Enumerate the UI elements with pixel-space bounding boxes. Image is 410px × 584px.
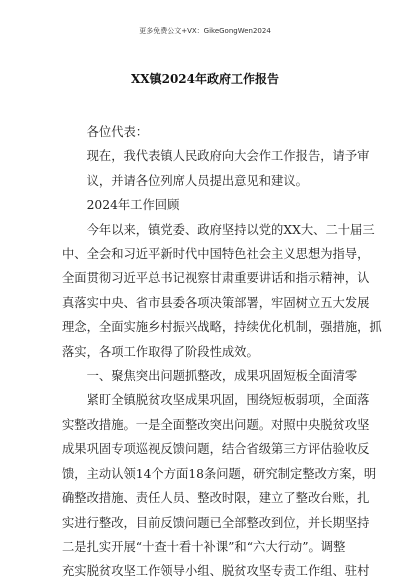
- text-line: 二是扎实开展“十查十看十补课”和“六大行动”。调整: [62, 539, 346, 554]
- salutation: [62, 120, 352, 144]
- text-line: 中、全会和习近平新时代中国特色社会主义思想为指导，: [62, 247, 370, 262]
- document-body: [62, 120, 382, 584]
- text-line: 实进行整改，目前反馈问题已全部整改到位，并长期坚持: [62, 515, 370, 530]
- text-line: 现在，我代表镇人民政府向大会作工作报告，请予审: [86, 149, 370, 164]
- text-line: 一、聚焦突出问题抓整改，成果巩固短板全面清零: [86, 369, 358, 384]
- paragraph-overview: [62, 218, 382, 364]
- text-line: 确整改措施、责任人员、整改时限，建立了整改台账，扎: [62, 491, 370, 506]
- text-line: 理念，全面实施乡村振兴战略，持续优化机制，强措施，抓: [62, 320, 382, 335]
- text-line: 实整改措施。一是全面整改突出问题。对照中央脱贫攻坚: [62, 417, 370, 432]
- text-line: 议，并请各位列席人员提出意见和建议。: [86, 173, 308, 188]
- text-line: 落实，各项工作取得了阶段性成效。: [62, 344, 259, 359]
- text-line: 馈，主动认领14个方面18条问题，研究制定整改方案，明: [62, 466, 377, 481]
- paragraph-intro: [62, 144, 370, 193]
- paragraph-section-one: [62, 388, 377, 583]
- text-line: 充实脱贫攻坚工作领导小组、脱贫攻坚专责工作组、驻村: [62, 564, 370, 579]
- salutation-text: 各位代表：: [86, 125, 149, 139]
- header-note: 更多免费公文+VX：GikeGongWen2024: [139, 27, 271, 35]
- text-line: 今年以来，镇党委、政府坚持以党的XX大、二十届三: [86, 222, 375, 237]
- text-line: 全面贯彻习近平总书记视察甘肃重要讲话和指示精神，认: [62, 271, 370, 286]
- text-line: 紧盯全镇脱贫攻坚成果巩固，围绕短板弱项，全面落: [86, 393, 370, 408]
- text-line: 2024年工作回顾: [86, 198, 180, 213]
- text-line: 成果巩固专项巡视反馈问题，结合省级第三方评估验收反: [62, 442, 370, 457]
- document-title: XX镇2024年政府工作报告: [130, 72, 280, 86]
- section-heading-review: [62, 193, 352, 217]
- text-line: 真落实中央、省市县委各项决策部署，牢固树立五大发展: [62, 295, 370, 310]
- section-heading-one: [62, 364, 358, 388]
